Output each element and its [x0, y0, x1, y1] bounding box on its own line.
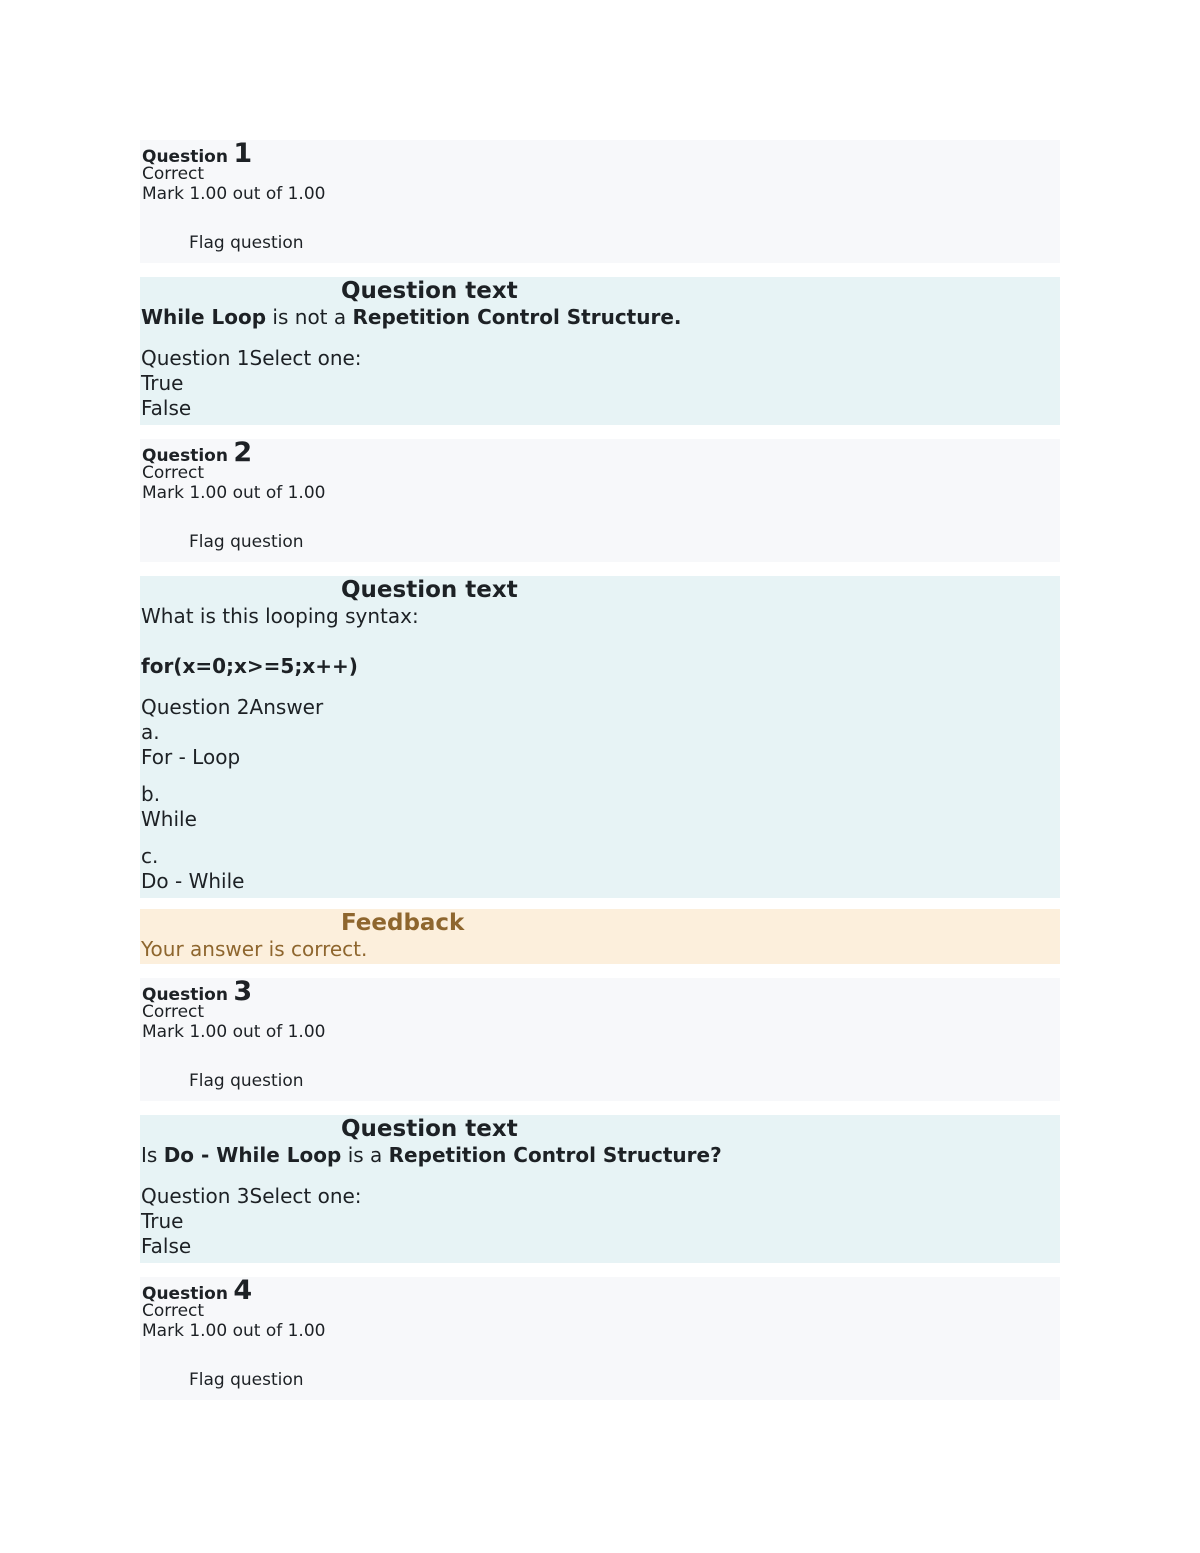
- question-text-plain: is a: [341, 1143, 389, 1167]
- code-snippet: for(x=0;x>=5;x++): [141, 654, 358, 678]
- question-3: [140, 978, 1060, 1263]
- question-state: Correct: [142, 164, 205, 184]
- question-text-bold: Repetition Control Structure.: [352, 305, 682, 329]
- question-formulation: [140, 1115, 1060, 1263]
- question-text: [141, 305, 1060, 330]
- question-text-heading: Question text: [341, 278, 518, 304]
- flag-question-link[interactable]: Flag question: [189, 233, 304, 253]
- question-text-bold: Repetition Control Structure?: [388, 1143, 722, 1167]
- feedback-text: Your answer is correct.: [141, 937, 368, 961]
- question-text-heading: Question text: [341, 1116, 518, 1142]
- answer-option-c[interactable]: Do - While: [141, 869, 245, 893]
- question-info: [140, 978, 1060, 1101]
- question-heading: [142, 976, 1060, 1007]
- answer-letter-c: c.: [141, 844, 159, 868]
- question-heading: [142, 138, 1060, 169]
- option-false[interactable]: False: [141, 1234, 192, 1258]
- flag-question-link[interactable]: Flag question: [189, 1370, 304, 1390]
- question-label: Question: [142, 985, 228, 1005]
- question-mark: Mark 1.00 out of 1.00: [142, 184, 326, 204]
- option-true[interactable]: True: [141, 1209, 184, 1233]
- question-formulation: [140, 576, 1060, 898]
- question-label: Question: [142, 446, 228, 466]
- feedback-heading: Feedback: [341, 910, 465, 936]
- answer-prompt: Question 3Select one:: [141, 1184, 362, 1208]
- question-1: [140, 140, 1060, 425]
- question-text-bold: While Loop: [141, 305, 267, 329]
- question-label: Question: [142, 147, 228, 167]
- answer-letter-b: b.: [141, 782, 161, 806]
- question-number: 4: [233, 1275, 253, 1306]
- question-formulation: [140, 277, 1060, 425]
- question-mark: Mark 1.00 out of 1.00: [142, 483, 326, 503]
- question-info: [140, 1277, 1060, 1400]
- question-text: [141, 1143, 1060, 1168]
- question-info: [140, 439, 1060, 562]
- question-text: What is this looping syntax:: [141, 604, 419, 628]
- option-false[interactable]: False: [141, 396, 192, 420]
- question-number: 2: [233, 437, 253, 468]
- quiz-review-page: [140, 140, 1060, 1400]
- question-mark: Mark 1.00 out of 1.00: [142, 1022, 326, 1042]
- answer-letter-a: a.: [141, 720, 160, 744]
- flag-question-link[interactable]: Flag question: [189, 1071, 304, 1091]
- question-text-plain: Is: [141, 1143, 164, 1167]
- question-state: Correct: [142, 463, 205, 483]
- question-heading: [142, 1275, 1060, 1306]
- feedback-box: [140, 909, 1060, 964]
- option-true[interactable]: True: [141, 371, 184, 395]
- question-number: 1: [233, 138, 253, 169]
- flag-question-link[interactable]: Flag question: [189, 532, 304, 552]
- question-2: [140, 439, 1060, 964]
- answer-prompt: Question 2Answer: [141, 695, 324, 719]
- question-state: Correct: [142, 1002, 205, 1022]
- question-mark: Mark 1.00 out of 1.00: [142, 1321, 326, 1341]
- question-4: [140, 1277, 1060, 1400]
- question-info: [140, 140, 1060, 263]
- answer-option-a[interactable]: For - Loop: [141, 745, 241, 769]
- question-state: Correct: [142, 1301, 205, 1321]
- question-text-bold: Do - While Loop: [163, 1143, 342, 1167]
- question-number: 3: [233, 976, 253, 1007]
- answer-option-b[interactable]: While: [141, 807, 197, 831]
- question-heading: [142, 437, 1060, 468]
- question-text-plain: is not a: [266, 305, 353, 329]
- question-text-heading: Question text: [341, 577, 518, 603]
- answer-prompt: Question 1Select one:: [141, 346, 362, 370]
- question-label: Question: [142, 1284, 228, 1304]
